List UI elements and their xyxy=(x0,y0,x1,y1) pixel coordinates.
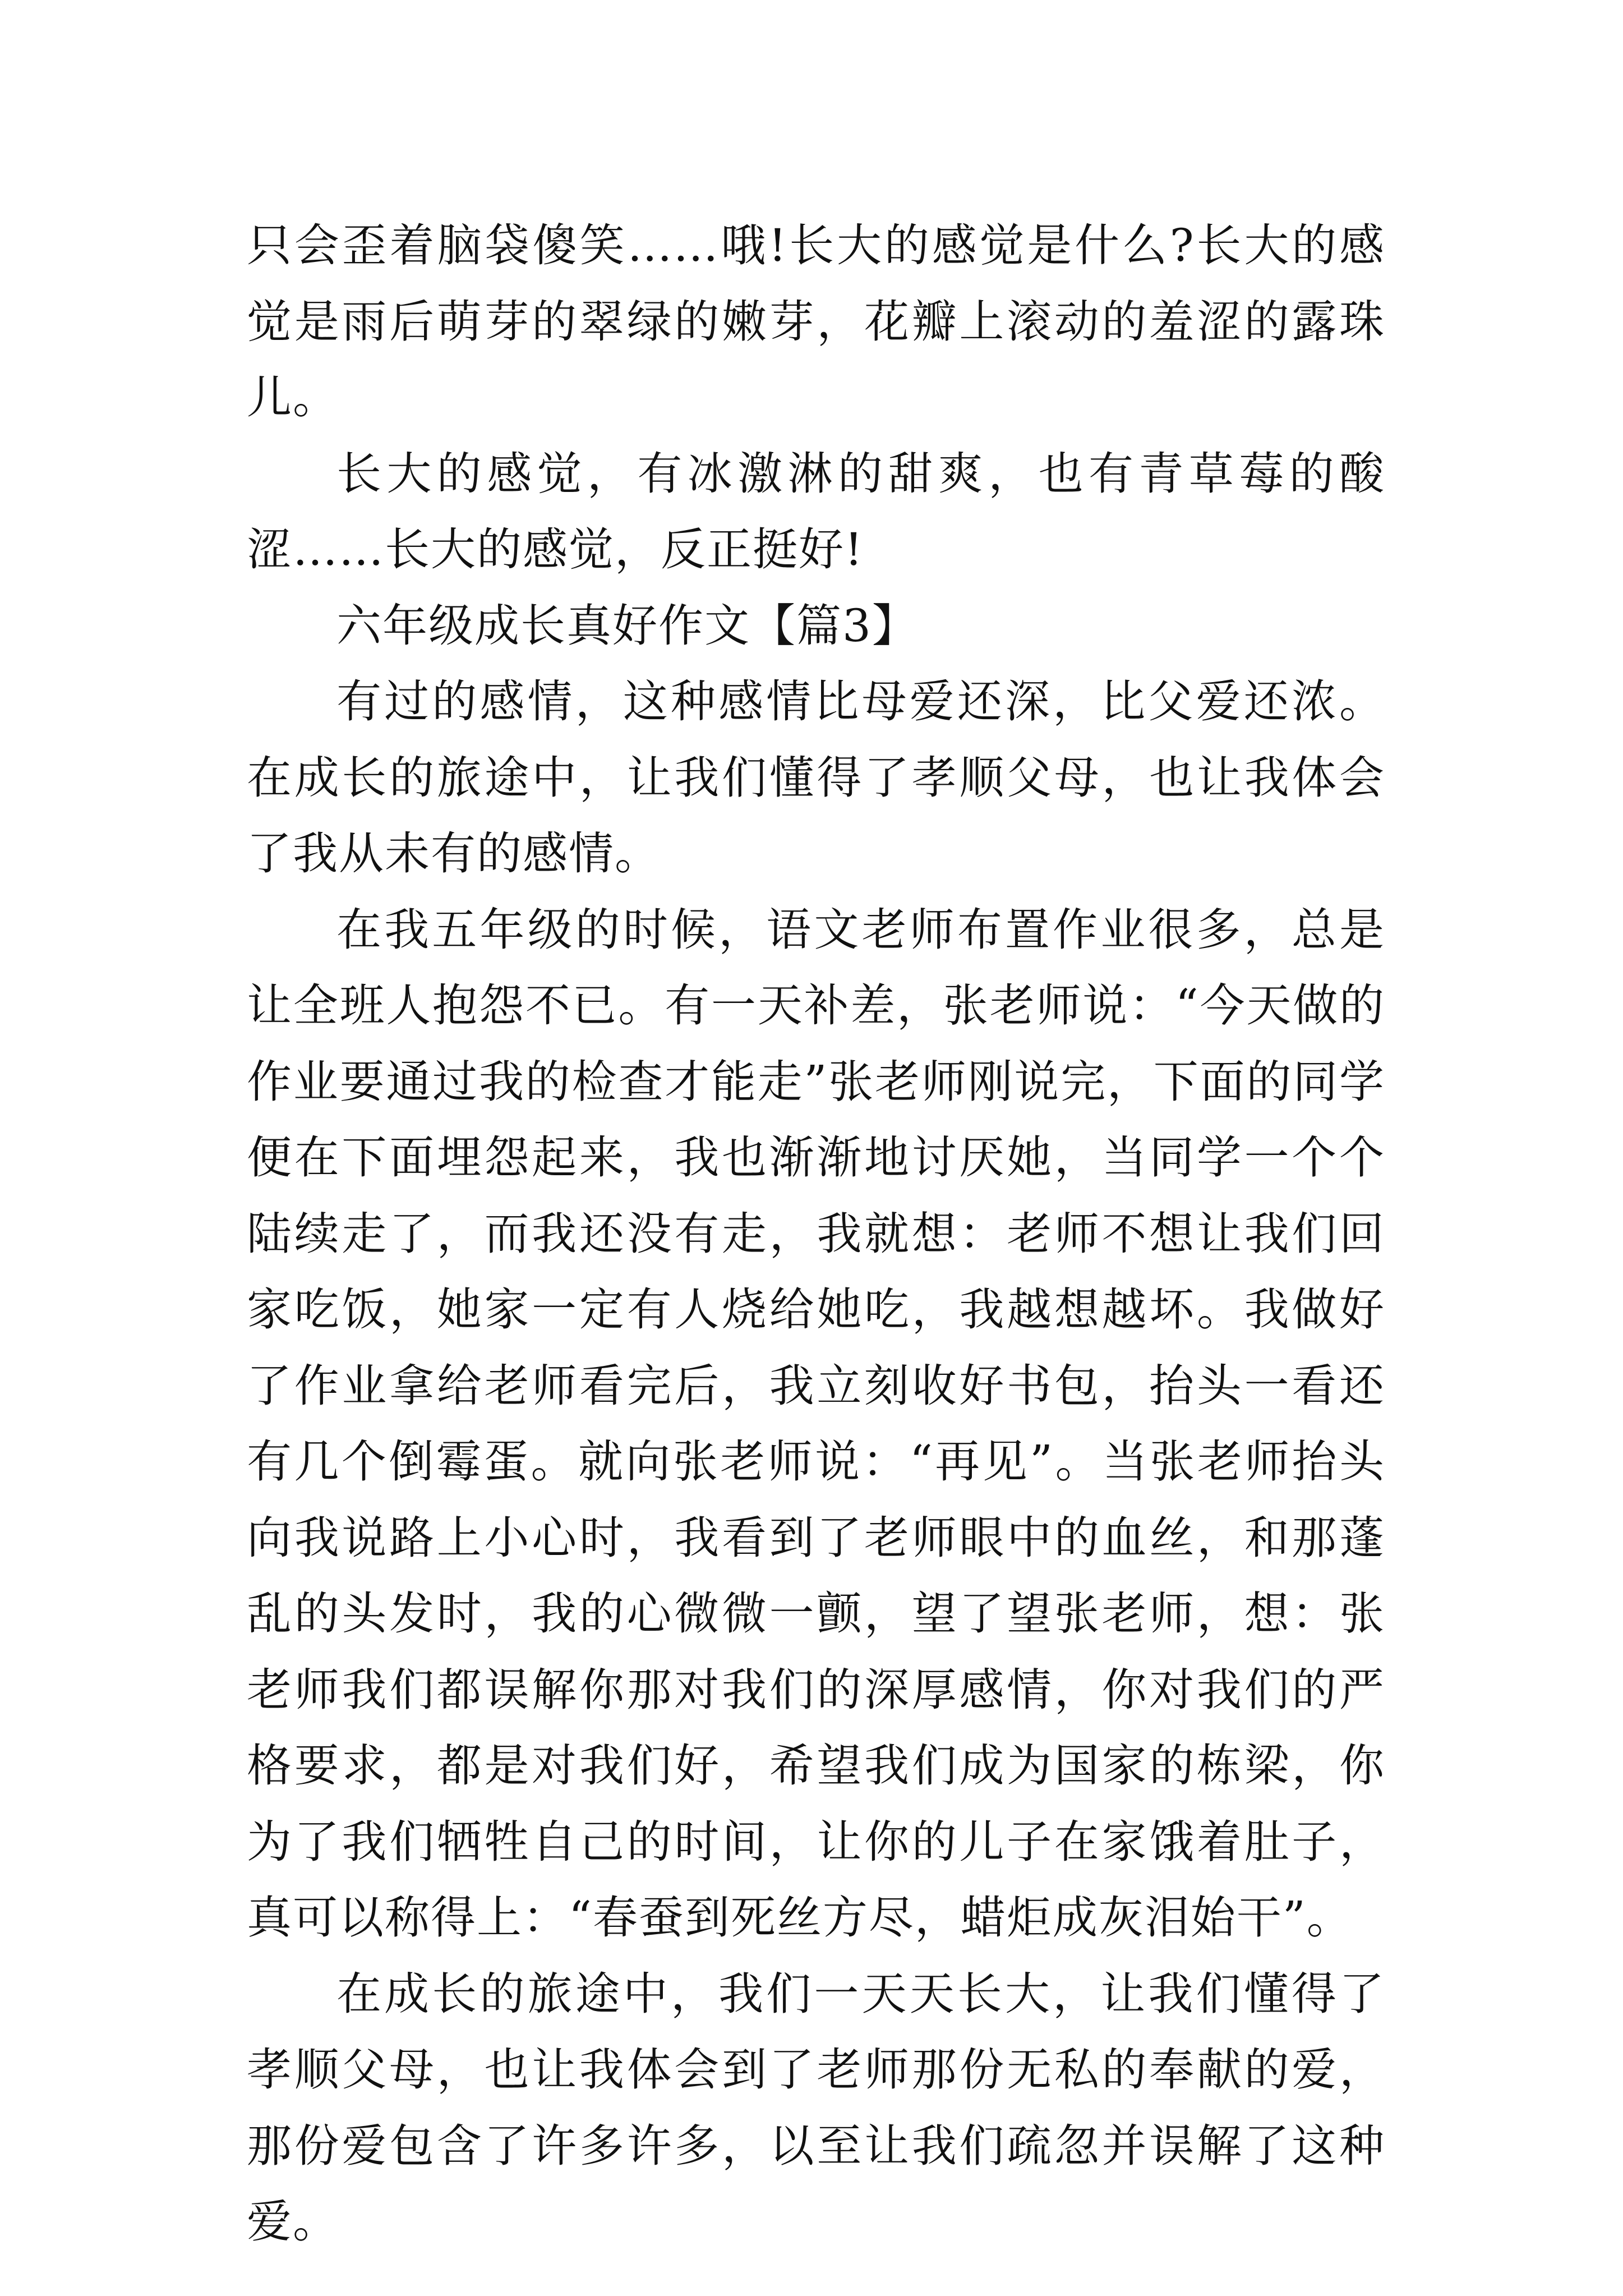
paragraph-5: 在成长的旅途中，我们一天天长大，让我们懂得了孝顺父母，也让我体会到了老师那份无私的奉献的爱，那份爱包含了许多许多，以至让我们疏忽并误解了这种爱。 xyxy=(247,1967,1385,2248)
paragraph-4: 在我五年级的时候，语文老师布置作业很多，总是让全班人抱怨不已。有一天补差，张老师说：“今天做的作业要通过我的检查才能走”张老师刚说完，下面的同学便在下面埋怨起来，我也渐渐地讨厌她，当同学一个个陆续走了，而我还没有走，我就想：老师不想让我们回家吃饭，她家一定有人烧给她吃，我越想越坏。我做好了作业拿给老师看完后，我立刻收好书包，抬头一看还有几个倒霉蛋。就向张老师说：“再见”。当张老师抬头向我说路上小心时，我看到了老师眼中的血丝，和那蓬乱的头发时，我的心微微一颤，望了望张老师，想：张老师我们都误解你那对我们的深厚感情，你对我们的严格要求，都是对我们好，希望我们成为国家的栋梁，你为了我们牺牲自己的时间，让你的儿子在家饿着肚子，真可以称得上：“春蚕到死丝方尽，蜡炬成灰泪始干”。 xyxy=(247,903,1385,1944)
paragraph-3: 有过的感情，这种感情比母爱还深，比父爱还浓。在成长的旅途中，让我们懂得了孝顺父母，也让我体会了我从未有的感情。 xyxy=(247,675,1385,880)
document-body xyxy=(247,208,1385,2260)
section-heading: 六年级成长真好作文【篇3】 xyxy=(336,599,918,652)
paragraph-1: 只会歪着脑袋傻笑……哦!长大的感觉是什么?长大的感觉是雨后萌芽的翠绿的嫩芽，花瓣上滚动的羞涩的露珠儿。 xyxy=(247,219,1385,424)
paragraph-2: 长大的感觉，有冰激淋的甜爽，也有青草莓的酸涩……长大的感觉，反正挺好! xyxy=(247,447,1385,576)
